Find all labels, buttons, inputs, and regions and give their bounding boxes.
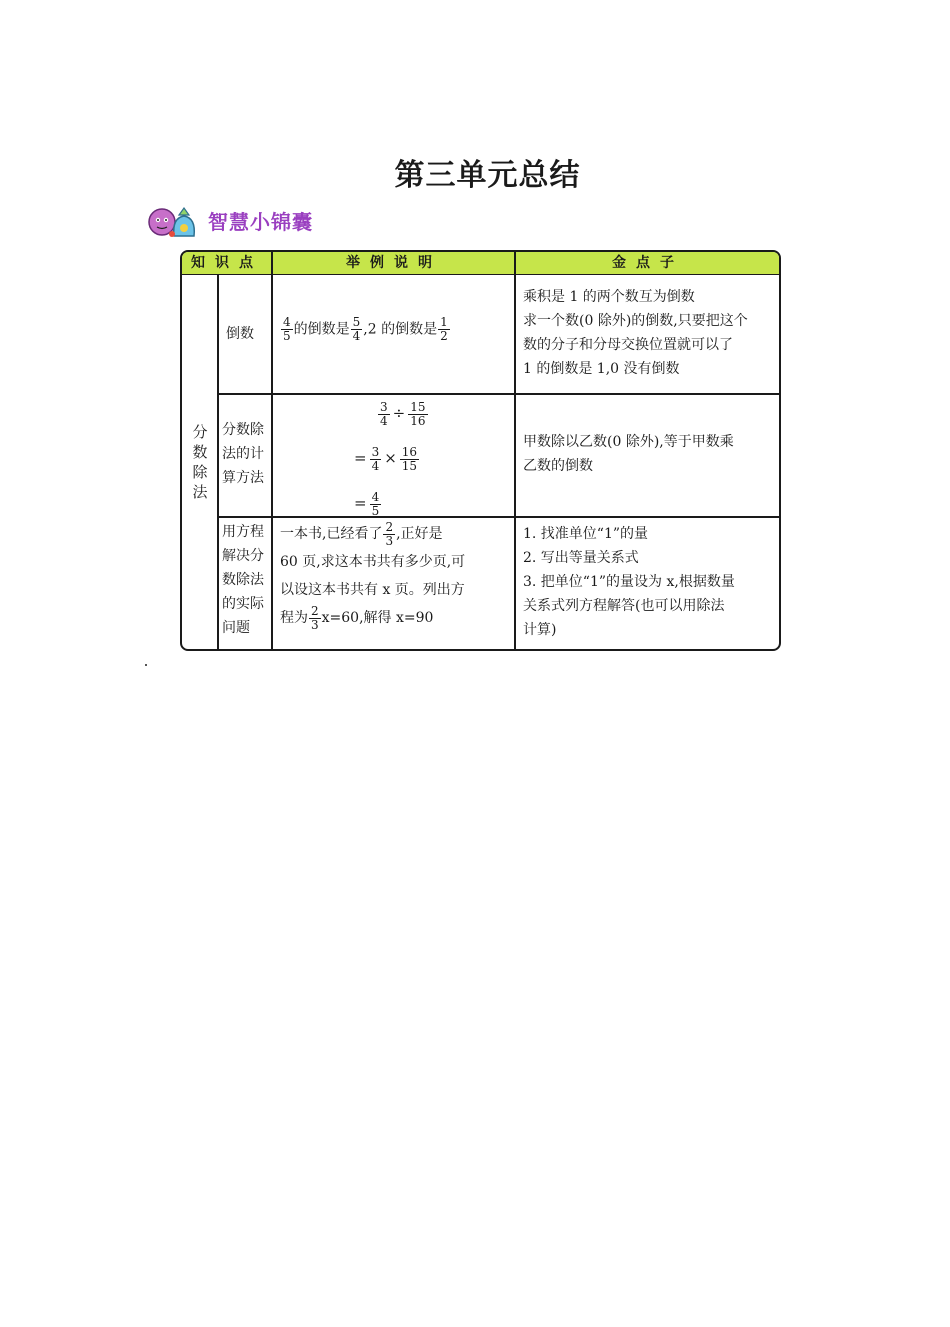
example-division: $\frac{3}{4}$ ÷ $\frac{15}{16}$ = $\frac{3}{4}$ × $\frac{16}{15}$ = $\frac{4}{5}$ xyxy=(354,399,426,518)
topic-equation: 用方程解决分数除法的实际问题 xyxy=(222,524,264,636)
header-example: 举例说明 xyxy=(346,255,442,271)
topic-division-method: 分数除法的计算方法 xyxy=(222,422,264,486)
page-title: 第三单元总结 xyxy=(394,158,581,193)
example-reciprocal: $\frac{4}{5}$ 的倒数是 $\frac{5}{4}$ ,2 的倒数是 $\frac{1}{2}$ xyxy=(283,315,448,343)
header-knowledge: 知识点 xyxy=(191,255,263,271)
summary-table xyxy=(180,250,781,651)
banner-label: 智慧小锦囊 xyxy=(208,209,313,234)
topic-reciprocal: 倒数 xyxy=(226,326,254,342)
group-label: 分数除法 xyxy=(192,423,208,501)
header-tips: 金点子 xyxy=(612,255,684,271)
moneybag-icon xyxy=(146,200,200,240)
tips-equation: 1. 找准单位“1”的量 2. 写出等量关系式 3. 把单位“1”的量设为 x,根据数量 关系式列方程解答(也可以用除法 计算) xyxy=(523,526,735,638)
stray-dot xyxy=(145,664,147,666)
example-equation: 一本书,已经看了 $\frac{2}{3}$ ,正好是 60 页,求这本书共有多少页,可 以设这本书共有 x 页。列出方 程为 $\frac{2}{3}$ x=60,解得 x=90 xyxy=(280,519,466,632)
tips-division: 甲数除以乙数(0 除外),等于甲数乘 乙数的倒数 xyxy=(523,434,734,474)
tips-reciprocal: 乘积是 1 的两个数互为倒数 求一个数(0 除外)的倒数,只要把这个 数的分子和分母交换位置就可以了 1 的倒数是 1,0 没有倒数 xyxy=(523,289,748,377)
tips-banner xyxy=(146,200,313,240)
